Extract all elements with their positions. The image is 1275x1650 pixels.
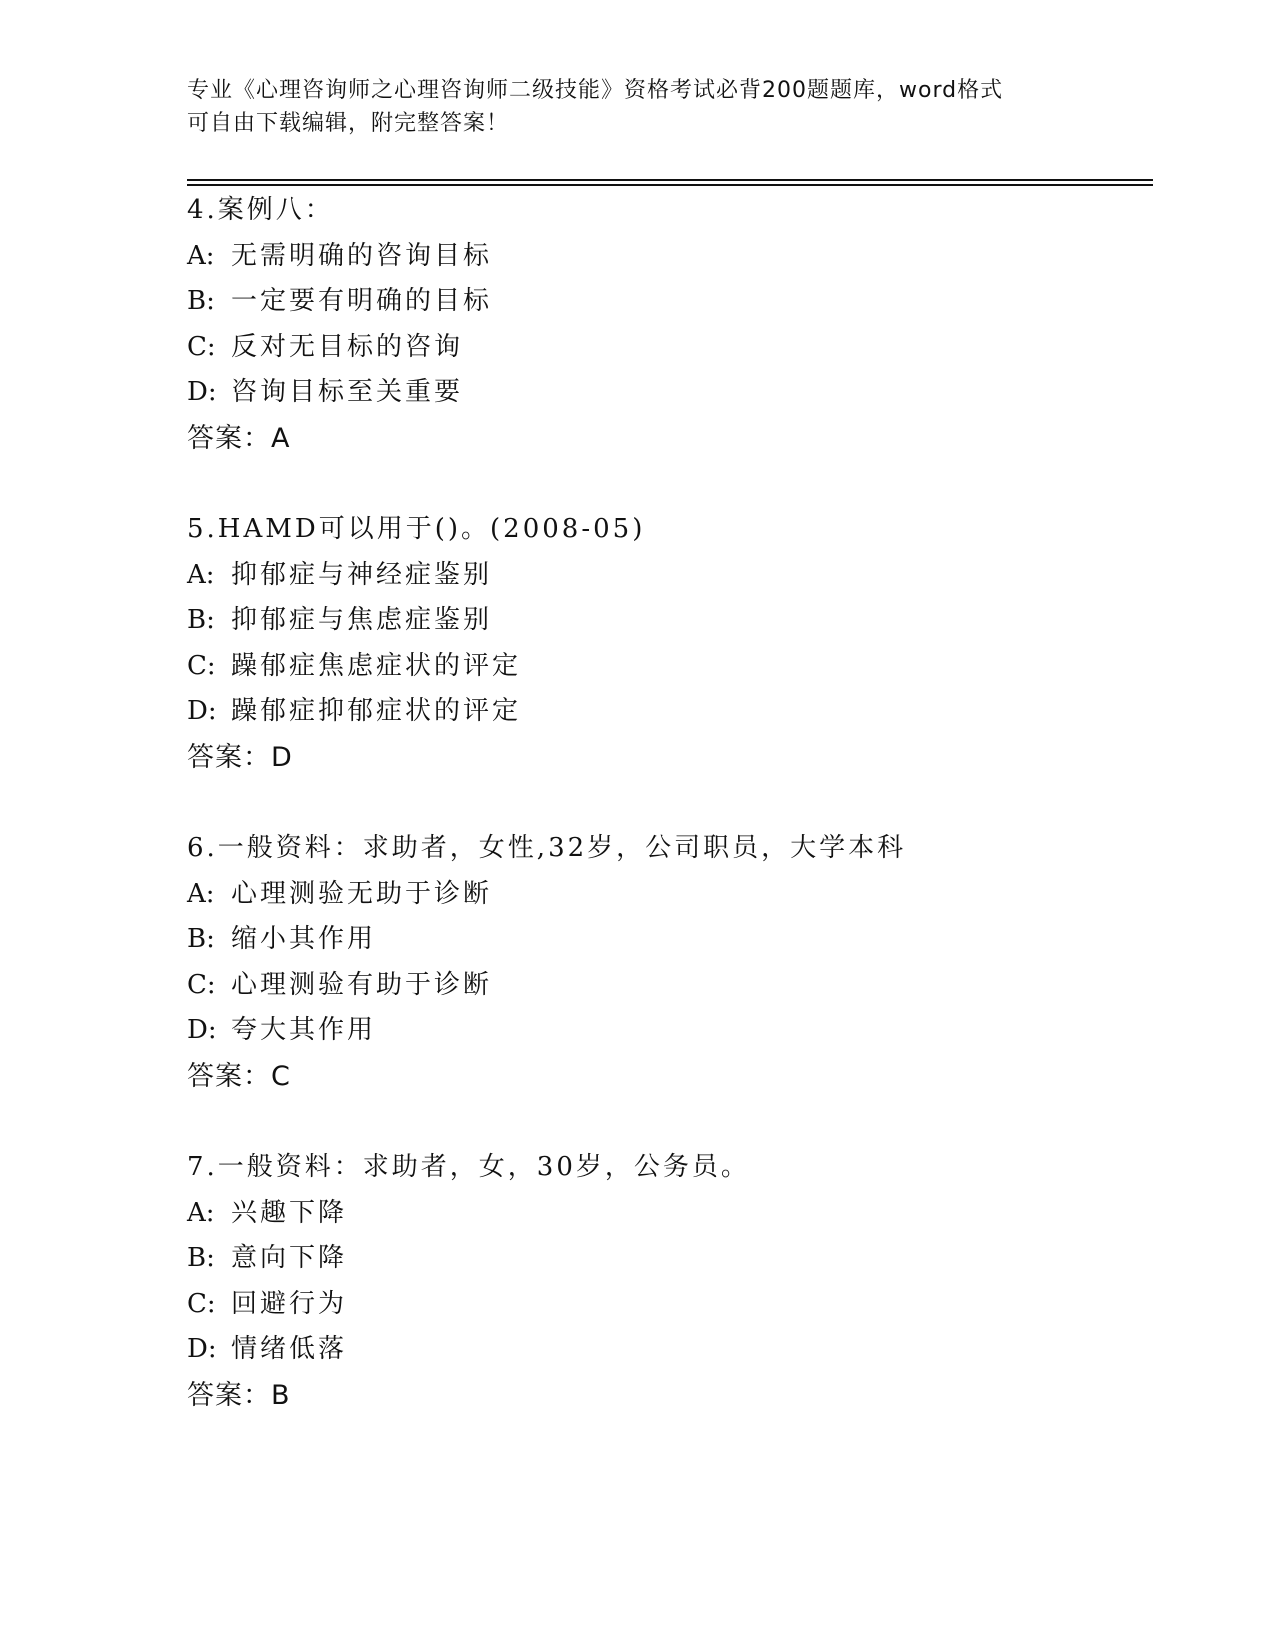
question-stem: 4.案例八： [187, 195, 334, 225]
option-letter: A: [187, 240, 215, 271]
option-c [187, 963, 1187, 1009]
option-letter: C: [187, 650, 216, 681]
answer-line: 答案：D [187, 741, 293, 773]
option-a [187, 553, 1187, 599]
option-text: 意向下降 [231, 1243, 348, 1273]
option-text: 缩小其作用 [231, 924, 377, 954]
option-letter: D: [187, 1334, 217, 1364]
option-letter: A: [187, 559, 215, 590]
option-letter: B: [187, 605, 215, 635]
option-a [187, 872, 1187, 918]
question-block [187, 826, 1187, 1099]
option-d [187, 1327, 1187, 1373]
header-divider-top [187, 179, 1153, 181]
option-c [187, 1282, 1187, 1328]
option-b [187, 1236, 1187, 1282]
option-letter: C: [187, 1288, 216, 1319]
option-text: 抑郁症与神经症鉴别 [231, 559, 493, 590]
option-letter: D: [187, 1015, 217, 1045]
option-text: 躁郁症抑郁症状的评定 [231, 696, 522, 726]
option-letter: C: [187, 969, 216, 1000]
option-c [187, 644, 1187, 690]
option-letter: B: [187, 924, 215, 954]
option-text: 躁郁症焦虑症状的评定 [231, 650, 522, 681]
option-letter: B: [187, 1243, 215, 1273]
question-block [187, 507, 1187, 780]
option-d [187, 1008, 1187, 1054]
option-text: 回避行为 [231, 1288, 348, 1319]
header-title-line-1: 专业《心理咨询师之心理咨询师二级技能》资格考试必背200题题库，word格式 [187, 78, 1004, 103]
answer-line: 答案：B [187, 1379, 291, 1411]
option-text: 反对无目标的咨询 [231, 331, 464, 362]
option-a [187, 234, 1187, 280]
option-letter: B: [187, 286, 215, 316]
question-block [187, 1145, 1187, 1418]
option-text: 心理测验有助于诊断 [231, 969, 493, 1000]
option-b [187, 917, 1187, 963]
answer-line: 答案：C [187, 1060, 291, 1092]
option-d [187, 689, 1187, 735]
option-text: 抑郁症与焦虑症鉴别 [231, 605, 493, 635]
question-block [187, 188, 1187, 461]
option-b [187, 279, 1187, 325]
option-text: 心理测验无助于诊断 [231, 878, 493, 909]
option-text: 夸大其作用 [231, 1015, 377, 1045]
option-letter: A: [187, 878, 215, 909]
header-title-line-2: 可自由下载编辑，附完整答案！ [187, 111, 510, 136]
question-stem: 6.一般资料：求助者，女性,32岁，公司职员，大学本科 [187, 833, 907, 863]
question-stem: 7.一般资料：求助者，女，30岁，公务员。 [187, 1152, 750, 1182]
answer-line: 答案：A [187, 422, 291, 454]
question-stem: 5.HAMD可以用于()。(2008-05) [187, 514, 646, 544]
option-d [187, 370, 1187, 416]
option-text: 情绪低落 [231, 1334, 348, 1364]
header-divider-bottom [187, 184, 1153, 186]
option-text: 无需明确的咨询目标 [231, 240, 493, 271]
option-letter: C: [187, 331, 216, 362]
option-letter: A: [187, 1197, 215, 1228]
option-letter: D: [187, 377, 217, 407]
option-letter: D: [187, 696, 217, 726]
option-b [187, 598, 1187, 644]
option-text: 兴趣下降 [231, 1197, 348, 1228]
option-text: 咨询目标至关重要 [231, 377, 464, 407]
option-c [187, 325, 1187, 371]
document-header [187, 74, 1087, 140]
option-text: 一定要有明确的目标 [231, 286, 493, 316]
option-a [187, 1191, 1187, 1237]
